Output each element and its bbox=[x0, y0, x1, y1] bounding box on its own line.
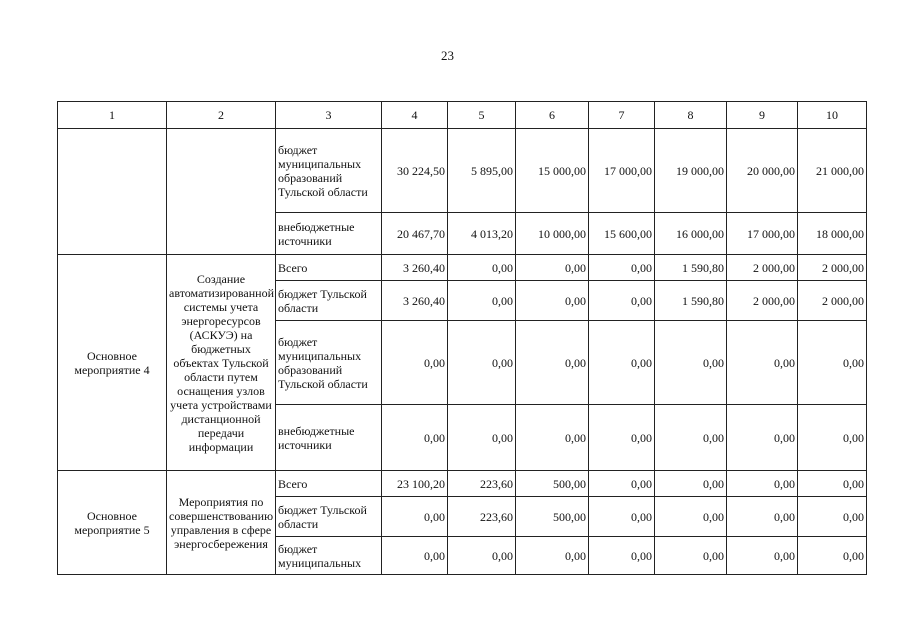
value-cell: 17 000,00 bbox=[727, 213, 798, 255]
event-cell: Основное мероприятие 4 bbox=[58, 255, 167, 471]
value-cell: 0,00 bbox=[516, 255, 589, 281]
value-cell: 0,00 bbox=[589, 537, 655, 575]
value-cell: 15 000,00 bbox=[516, 129, 589, 213]
table-row bbox=[58, 129, 867, 213]
value-cell: 0,00 bbox=[727, 497, 798, 537]
value-cell: 0,00 bbox=[798, 321, 867, 405]
value-cell: 1 590,80 bbox=[655, 281, 727, 321]
value-cell: 0,00 bbox=[798, 405, 867, 471]
value-cell: 1 590,80 bbox=[655, 255, 727, 281]
value-cell: 3 260,40 bbox=[382, 255, 448, 281]
value-cell: 0,00 bbox=[798, 497, 867, 537]
value-cell: 0,00 bbox=[589, 471, 655, 497]
value-cell: 0,00 bbox=[589, 497, 655, 537]
value-cell: 0,00 bbox=[382, 405, 448, 471]
value-cell: 23 100,20 bbox=[382, 471, 448, 497]
value-cell: 0,00 bbox=[655, 405, 727, 471]
value-cell: 17 000,00 bbox=[589, 129, 655, 213]
header-row bbox=[58, 102, 867, 129]
value-cell: 0,00 bbox=[727, 471, 798, 497]
table-row bbox=[58, 255, 867, 281]
header-cell: 5 bbox=[448, 102, 516, 129]
value-cell: 30 224,50 bbox=[382, 129, 448, 213]
header-cell: 7 bbox=[589, 102, 655, 129]
value-cell: 0,00 bbox=[382, 321, 448, 405]
value-cell: 0,00 bbox=[727, 537, 798, 575]
event-cell bbox=[58, 129, 167, 255]
value-cell: 0,00 bbox=[798, 471, 867, 497]
source-cell: Всего bbox=[276, 255, 382, 281]
event-cell: Основное мероприятие 5 bbox=[58, 471, 167, 575]
value-cell: 0,00 bbox=[589, 281, 655, 321]
table-row bbox=[58, 471, 867, 497]
value-cell: 0,00 bbox=[448, 281, 516, 321]
value-cell: 0,00 bbox=[382, 537, 448, 575]
value-cell: 0,00 bbox=[655, 497, 727, 537]
value-cell: 21 000,00 bbox=[798, 129, 867, 213]
source-cell: бюджет Тульской области bbox=[276, 281, 382, 321]
source-cell: внебюджетные источники bbox=[276, 405, 382, 471]
value-cell: 16 000,00 bbox=[655, 213, 727, 255]
value-cell: 0,00 bbox=[516, 281, 589, 321]
value-cell: 0,00 bbox=[382, 497, 448, 537]
value-cell: 0,00 bbox=[448, 255, 516, 281]
header-cell: 1 bbox=[58, 102, 167, 129]
value-cell: 20 467,70 bbox=[382, 213, 448, 255]
value-cell: 0,00 bbox=[655, 321, 727, 405]
value-cell: 0,00 bbox=[655, 537, 727, 575]
source-cell: бюджет Тульской области bbox=[276, 497, 382, 537]
value-cell: 0,00 bbox=[655, 471, 727, 497]
value-cell: 0,00 bbox=[448, 405, 516, 471]
header-cell: 9 bbox=[727, 102, 798, 129]
value-cell: 500,00 bbox=[516, 471, 589, 497]
value-cell: 0,00 bbox=[589, 255, 655, 281]
value-cell: 0,00 bbox=[589, 321, 655, 405]
header-cell: 10 bbox=[798, 102, 867, 129]
value-cell: 4 013,20 bbox=[448, 213, 516, 255]
value-cell: 500,00 bbox=[516, 497, 589, 537]
value-cell: 2 000,00 bbox=[798, 255, 867, 281]
source-cell: Всего bbox=[276, 471, 382, 497]
value-cell: 5 895,00 bbox=[448, 129, 516, 213]
value-cell: 2 000,00 bbox=[727, 281, 798, 321]
source-cell: бюджет муниципальных образований Тульской области bbox=[276, 129, 382, 213]
value-cell: 18 000,00 bbox=[798, 213, 867, 255]
value-cell: 223,60 bbox=[448, 471, 516, 497]
value-cell: 19 000,00 bbox=[655, 129, 727, 213]
value-cell: 15 600,00 bbox=[589, 213, 655, 255]
header-cell: 4 bbox=[382, 102, 448, 129]
value-cell: 2 000,00 bbox=[727, 255, 798, 281]
value-cell: 0,00 bbox=[448, 537, 516, 575]
source-cell: внебюджетные источники bbox=[276, 213, 382, 255]
value-cell: 20 000,00 bbox=[727, 129, 798, 213]
header-cell: 3 bbox=[276, 102, 382, 129]
header-cell: 8 bbox=[655, 102, 727, 129]
value-cell: 0,00 bbox=[516, 405, 589, 471]
value-cell: 0,00 bbox=[448, 321, 516, 405]
description-cell: Создание автоматизированной системы учета энергоресурсов (АСКУЭ) на бюджетных объектах Тульской области путем оснащения узлов учета устройствами дистанционной передачи информации bbox=[167, 255, 276, 471]
value-cell: 10 000,00 bbox=[516, 213, 589, 255]
value-cell: 0,00 bbox=[589, 405, 655, 471]
value-cell: 0,00 bbox=[727, 405, 798, 471]
value-cell: 0,00 bbox=[727, 321, 798, 405]
value-cell: 2 000,00 bbox=[798, 281, 867, 321]
source-cell: бюджет муниципальных bbox=[276, 537, 382, 575]
header-cell: 2 bbox=[167, 102, 276, 129]
budget-table bbox=[57, 101, 867, 575]
value-cell: 0,00 bbox=[798, 537, 867, 575]
value-cell: 3 260,40 bbox=[382, 281, 448, 321]
description-cell: Мероприятия по совершенствованию управления в сфере энергосбережения bbox=[167, 471, 276, 575]
header-cell: 6 bbox=[516, 102, 589, 129]
description-cell bbox=[167, 129, 276, 255]
value-cell: 0,00 bbox=[516, 321, 589, 405]
page-number: 23 bbox=[441, 48, 454, 63]
value-cell: 0,00 bbox=[516, 537, 589, 575]
source-cell: бюджет муниципальных образований Тульской области bbox=[276, 321, 382, 405]
value-cell: 223,60 bbox=[448, 497, 516, 537]
